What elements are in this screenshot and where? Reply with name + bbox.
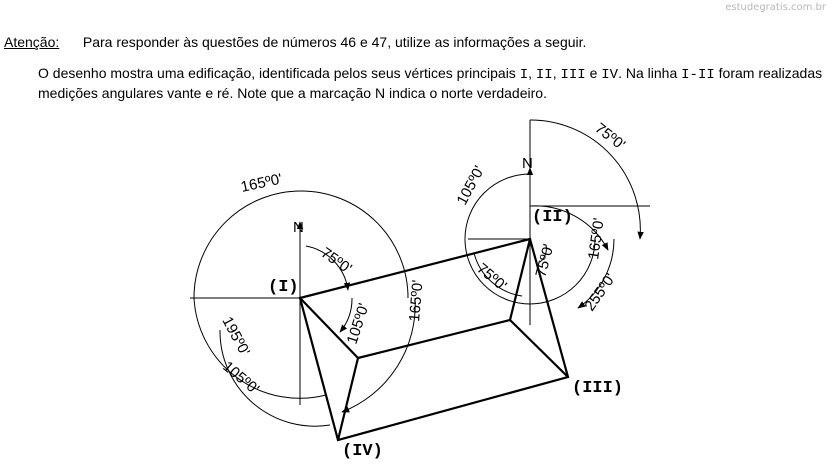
- angle-label-105-II: 105º0': [453, 163, 489, 208]
- vertex-ref-1: I: [519, 67, 529, 83]
- vertex-ref-4: IV: [601, 67, 619, 83]
- angle-label-255-II: 255º0': [581, 270, 620, 315]
- conjunction: e: [585, 65, 602, 81]
- angle-label-105-I: 105º0': [343, 301, 373, 347]
- angle-label-105b-I: 105º0': [219, 358, 263, 398]
- comma-1: ,: [528, 65, 536, 81]
- angle-label-75b-II: 75º0': [473, 260, 510, 295]
- angle-label-165-II: 165º0': [585, 216, 608, 261]
- paragraph-text-1: O desenho mostra uma edificação, identificada pelos seus vértices principais: [38, 65, 520, 81]
- attention-text: Para responder às questões de números 46 e 47, utilize as informações a seguir.: [82, 34, 587, 50]
- north-label-I: N: [293, 219, 304, 236]
- angle-label-195-I: 195º0': [218, 313, 254, 359]
- line-ref: I-II: [681, 67, 715, 83]
- vertex-label-IV: (IV): [342, 442, 383, 461]
- vertex-label-II: (II): [532, 208, 573, 227]
- angle-label-165b-I: 165º0': [406, 279, 427, 323]
- vertex-ref-2: II: [535, 67, 553, 83]
- vertex-ref-3: III: [560, 67, 586, 83]
- attention-label: Atenção:: [4, 34, 60, 50]
- vertex-label-III: (III): [572, 379, 624, 398]
- angle-label-75top-II: 75º0': [591, 119, 629, 154]
- angle-label-75a-II: 75º0': [532, 242, 558, 280]
- angle-label-75-I: 75º0': [317, 244, 355, 278]
- watermark: estudegratis.com.br: [725, 2, 826, 13]
- angle-label-165-I: 165º0': [239, 170, 284, 196]
- vertex-label-I: (I): [268, 278, 299, 297]
- comma-2: ,: [552, 65, 561, 81]
- paragraph-text-2: . Na linha: [618, 65, 682, 81]
- north-label-II: N: [522, 155, 533, 172]
- paragraph-text-3: foram realizadas medições angulares vante e ré. Note que a marcação N indica o norte verdadeiro.: [38, 65, 823, 101]
- arc-165-I: [194, 191, 408, 298]
